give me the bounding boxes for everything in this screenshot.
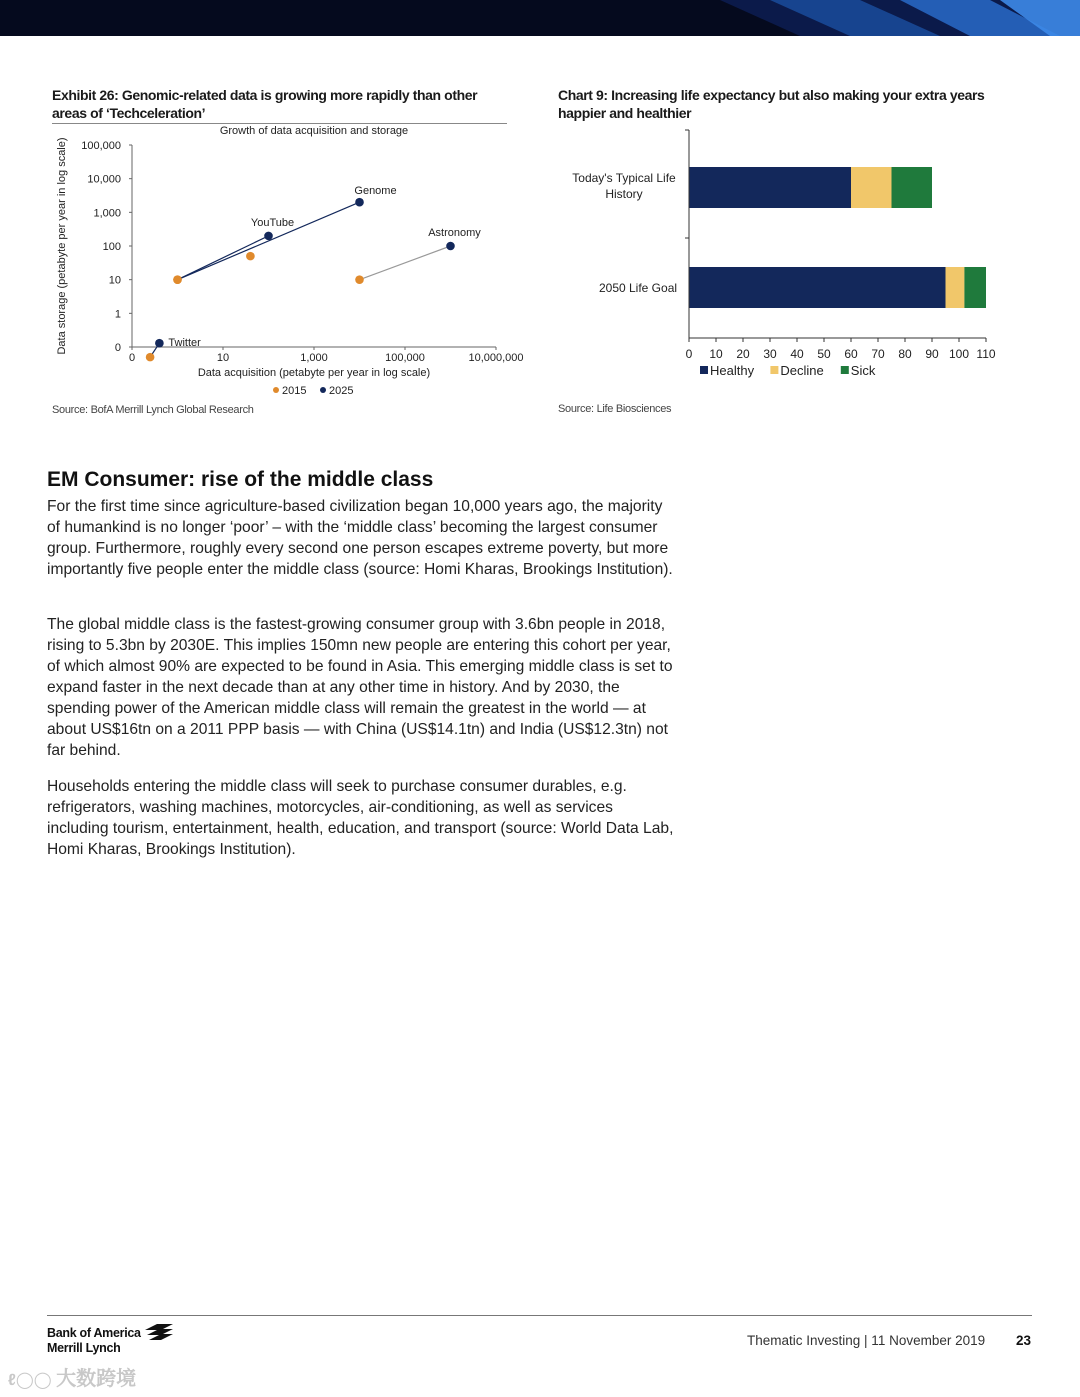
bar-x-tick-label: 60 bbox=[844, 347, 858, 361]
bar-x-tick-label: 110 bbox=[976, 347, 996, 361]
bar-decline-2 bbox=[946, 267, 965, 308]
exhibit-26-title: Exhibit 26: Genomic-related data is growing more rapidly than other areas of ‘Techceleration’ bbox=[52, 87, 478, 121]
scatter-x-tick-label: 0 bbox=[128, 352, 136, 364]
paragraph-3: Households entering the middle class will seek to purchase consumer durables, e.g. refrigerators, washing machines, motorcycles, air-conditioning, as well as services including tourism, entertainment, health, education, and transport (source: World Data Lab, Homi Kharas, Brookings Institution). bbox=[47, 778, 674, 858]
scatter-y-tick-label: 10 bbox=[108, 274, 121, 287]
bar-x-tick-label: 90 bbox=[925, 347, 939, 361]
scatter-y-tick-label: 100,000 bbox=[81, 140, 121, 152]
legend-label-decline: Decline bbox=[780, 363, 824, 378]
scatter-x-tick-label: 1,000 bbox=[300, 352, 328, 364]
category-label-1b: History bbox=[605, 187, 643, 201]
point-label-twitter: Twitter bbox=[168, 337, 201, 350]
bar-x-tick-label: 20 bbox=[736, 347, 750, 361]
scatter-x-tick-label: 10,000,000 bbox=[468, 352, 524, 364]
data-growth-scatter-chart bbox=[48, 124, 524, 402]
logo-line-1: Bank of America bbox=[47, 1326, 141, 1340]
legend-marker-2025 bbox=[320, 387, 326, 393]
series-line-astronomy bbox=[360, 246, 451, 280]
point-twitter-2025 bbox=[155, 339, 164, 348]
point-genome-2015 bbox=[173, 275, 182, 284]
bar-x-tick-label: 30 bbox=[763, 347, 777, 361]
footer-rule bbox=[47, 1315, 1032, 1316]
legend-swatch-healthy bbox=[700, 366, 708, 374]
series-line-genome bbox=[178, 202, 360, 279]
bar-x-tick-label: 80 bbox=[898, 347, 912, 361]
chart-9-title: Chart 9: Increasing life expectancy but also making your extra years happier and healthier bbox=[558, 87, 985, 121]
life-expectancy-bar-chart bbox=[556, 130, 1026, 385]
bar-x-tick-label: 40 bbox=[790, 347, 804, 361]
scatter-y-tick-label: 10,000 bbox=[87, 173, 121, 186]
paragraph-2: The global middle class is the fastest-growing consumer group with 3.6bn people in 2018, rising to 5.3bn by 2030E. This implies 150mn new people are entering this cohort per year, of which almost 90% are expected to be found in Asia. This emerging middle class is set to expand faster in the next decade than at any other time in history. And by 2030, the spending power of the American middle class will remain the greatest in the world — at about US$16tn on a 2011 PPP basis — with China (US$14.1tn) and India (US$12.3tn) not far behind. bbox=[47, 616, 673, 759]
legend-swatch-decline bbox=[770, 366, 778, 374]
legend-marker-2015 bbox=[273, 387, 279, 393]
legend-label-sick: Sick bbox=[850, 363, 876, 378]
point-label-youtube: YouTube bbox=[250, 216, 295, 229]
watermark-icon: ℓ◯◯ bbox=[8, 1372, 57, 1389]
scatter-y-tick-label: 100 bbox=[102, 241, 121, 253]
company-logo bbox=[47, 1326, 141, 1356]
scatter-y-axis-label: Data storage (petabyte per year in log scale) bbox=[56, 137, 68, 355]
scatter-y-tick-label: 0 bbox=[114, 342, 121, 354]
point-twitter-2015 bbox=[146, 353, 155, 362]
scatter-x-tick-label: 100,000 bbox=[385, 352, 425, 364]
bar-x-tick-label: 50 bbox=[817, 347, 831, 361]
watermark bbox=[8, 1362, 136, 1391]
bar-healthy-1 bbox=[689, 167, 851, 208]
paragraph-1: For the first time since agriculture-based civilization began 10,000 years ago, the majority of humankind is no longer ‘poor’ – with the ‘middle class’ becoming the largest consumer group. Furthermore, roughly every second one person escapes extreme poverty, but more importantly five people enter the middle class (source: Homi Kharas, Brookings Institution). bbox=[47, 498, 673, 578]
legend-swatch-sick bbox=[841, 366, 849, 374]
category-label-1a: Today's Typical Life bbox=[572, 171, 676, 185]
bar-decline-1 bbox=[851, 167, 892, 208]
logo-line-2: Merrill Lynch bbox=[47, 1341, 121, 1355]
bar-x-tick-label: 100 bbox=[948, 347, 970, 361]
flag-logo-icon bbox=[143, 1322, 175, 1340]
banner-graphic bbox=[0, 0, 1080, 36]
legend-label-2015: 2015 bbox=[282, 385, 307, 397]
bar-x-tick-label: 10 bbox=[709, 347, 723, 361]
point-astronomy-2015 bbox=[355, 275, 364, 284]
category-label-2: 2050 Life Goal bbox=[598, 281, 678, 295]
bar-sick-2 bbox=[964, 267, 986, 308]
scatter-x-tick-label: 10 bbox=[216, 352, 230, 364]
section-title: EM Consumer: rise of the middle class bbox=[47, 468, 434, 491]
point-youtube-2025 bbox=[264, 232, 273, 241]
legend-label-2025: 2025 bbox=[329, 385, 354, 397]
footer-publication: Thematic Investing | 11 November 2019 bbox=[747, 1333, 986, 1348]
scatter-chart-title: Growth of data acquisition and storage bbox=[219, 125, 409, 137]
legend-label-healthy: Healthy bbox=[710, 363, 755, 378]
top-banner bbox=[0, 0, 1080, 36]
series-line-youtube bbox=[178, 236, 269, 280]
scatter-y-tick-label: 1,000 bbox=[93, 207, 121, 220]
scatter-x-axis-label: Data acquisition (petabyte per year in log scale) bbox=[197, 367, 431, 379]
chart-9-source: Source: Life Biosciences bbox=[558, 403, 672, 415]
exhibit-26-source: Source: BofA Merrill Lynch Global Research bbox=[52, 404, 254, 416]
scatter-y-tick-label: 1 bbox=[114, 308, 121, 321]
watermark-text: 大数跨境 bbox=[56, 1368, 137, 1390]
page-number: 23 bbox=[1016, 1333, 1032, 1348]
point-label-genome: Genome bbox=[354, 185, 397, 198]
point-label-astronomy: Astronomy bbox=[428, 227, 481, 239]
bar-healthy-2 bbox=[689, 267, 946, 308]
point-astronomy-2025 bbox=[446, 242, 455, 251]
bar-x-tick-label: 0 bbox=[685, 347, 693, 361]
bar-x-tick-label: 70 bbox=[871, 347, 885, 361]
point-genome-2025 bbox=[355, 198, 364, 207]
bar-sick-1 bbox=[892, 167, 933, 208]
point-youtube-2015 bbox=[246, 252, 255, 261]
